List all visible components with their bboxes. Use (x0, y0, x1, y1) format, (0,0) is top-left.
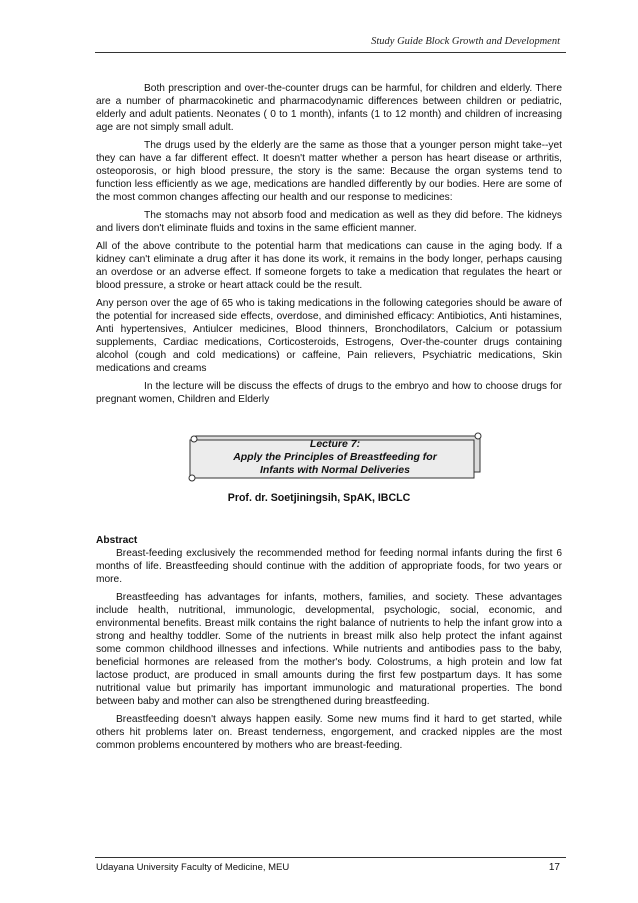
lecture-author: Prof. dr. Soetjiningsih, SpAK, IBCLC (227, 492, 411, 504)
footer-institution: Udayana University Faculty of Medicine, MEU (96, 862, 290, 873)
page-number: 17 (548, 862, 560, 873)
header-rule (95, 52, 566, 53)
lecture-title-line-2: Infants with Normal Deliveries (260, 464, 410, 476)
body-text (96, 82, 562, 411)
body-paragraph-5: Any person over the age of 65 who is taking medications in the following categories should be aware of the potential for increased side effects, overdose, and diminished efficacy: Antibiotics, Anti histamines, Anti hypertensives, Antiulcer medicines, Blood thinners, Bronchodilators, Calcium or potassium supplements, Cardiac medications, Corticosteroids, Estrogens, Over-the-counter drugs containing alcohol (cough and cold medications) or caffeine, Pain relievers, Psychiatric medications, Skin medications and creams (96, 298, 562, 374)
abstract-paragraph-3: Breastfeeding doesn't always happen easily. Some new mums find it hard to get started, while others hit problems later on. Breast tenderness, engorgement, and cracked nipples are the most common problems encountered by mothers who are breast-feeding. (96, 714, 562, 751)
abstract-paragraph-2: Breastfeeding has advantages for infants, mothers, families, and society. These advantages include health, nutritional, immunologic, developmental, psychologic, social, economic, and environmental benefits. Breast milk contains the right balance of nutrients to help the infant grow into a strong and healthy toddler. Some of the nutrients in breast milk also help protect the infant against some common childhood illnesses and infections. While nutrients and antibodies pass to the baby, beneficial hormones are released from the mother's body. Colostrums, a high protein and low fat lactose product, are produced in small amounts during the first few postpartum days. It has some nutritional value but primarily has important immunologic and maturational properties. The bond between baby and mother can also be strengthened during breastfeeding. (96, 592, 562, 707)
abstract-section (96, 534, 562, 757)
footer-rule (95, 857, 566, 858)
abstract-heading: Abstract (96, 535, 138, 546)
lecture-title-line-1: Apply the Principles of Breastfeeding for (233, 451, 437, 463)
lecture-number: Lecture 7: (309, 438, 361, 450)
lecture-title-scroll (186, 430, 484, 484)
running-header: Study Guide Block Growth and Development (371, 36, 560, 47)
body-paragraph-3: The stomachs may not absorb food and medication as well as they did before. The kidneys and livers don't eliminate fluids and toxins in the same efficient manner. (96, 210, 562, 234)
body-paragraph-1: Both prescription and over-the-counter drugs can be harmful, for children and elderly. There are a number of pharmacokinetic and pharmacodynamic differences between children or pediatric, elderly and adult patients. Neonates ( 0 to 1 month), infants (1 to 12 month) and children of increasing age are not simply small adult. (96, 83, 562, 133)
body-paragraph-2: The drugs used by the elderly are the same as those that a younger person might take--yet they can have a far different effect. It doesn't matter whether a person has heart disease or arthritis, osteoporosis, or high blood pressure, the story is the same: Because the organ systems tend to function less efficiently as we age, medications are handled differently by our bodies. Here are some of the most common changes affecting our health and our response to medicines: (96, 140, 562, 203)
lecture-title (186, 438, 484, 477)
body-paragraph-4: All of the above contribute to the potential harm that medications can cause in the aging body. If a kidney can't eliminate a drug after it has done its work, it remains in the body longer, perhaps causing an overdose or an adverse effect. If someone forgets to take a medication that regulates the heart or blood pressure, a stroke or heart attack could be the result. (96, 241, 562, 291)
body-paragraph-6: In the lecture will be discuss the effects of drugs to the embryo and how to choose drugs for pregnant women, Children and Elderly (96, 381, 562, 405)
abstract-paragraph-1: Breast-feeding exclusively the recommended method for feeding normal infants during the first 6 months of life. Breastfeeding should continue with the addition of appropriate foods, for two years or more. (96, 548, 562, 585)
